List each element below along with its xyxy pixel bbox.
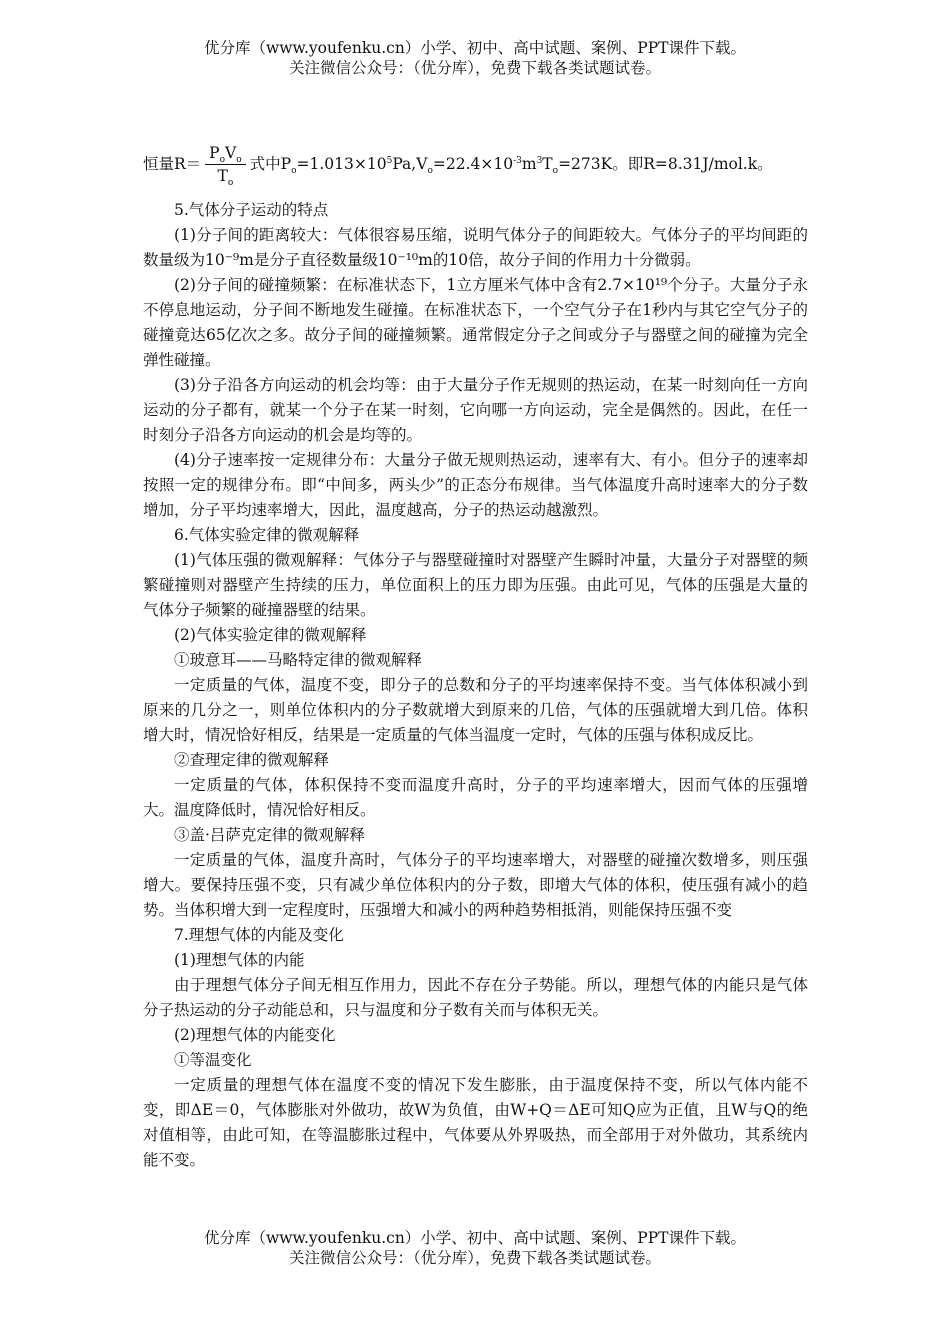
paragraph-isothermal: 一定质量的理想气体在温度不变的情况下发生膨胀，由于温度保持不变，所以气体内能不变，即ΔE＝0，气体膨胀对外做功，故W为负值，由W+Q＝ΔE可知Q应为正值，且W与Q的绝对值相等，由此可知，在等温膨胀过程中，气体要从外界吸热，而全部用于对外做功，其系统内能不变。 xyxy=(143,1076,808,1169)
paragraph-5-4: (4)分子速率按一定规律分布：大量分子做无规则热运动，速率有大、有小。但分子的速率却按照一定的规律分布。即“中间多，两头少”的正态分布规律。当气体温度升高时速率大的分子数增加，分子平均速率增大，因此，温度越高，分子的热运动越激烈。 xyxy=(143,451,808,519)
formula-explanation: 式中$P_o=1.013\times 10^5Pa,V_o=22.4\times 10^{-3}m^3T_o=273K$。即R=8.31J/mol.k。 xyxy=(249,154,773,176)
subheading-boyle: ①玻意耳——马略特定律的微观解释 xyxy=(174,651,423,669)
heading-5: 5.气体分子运动的特点 xyxy=(174,201,329,219)
page-footer xyxy=(0,1228,950,1268)
paragraph-boyle: 一定质量的气体，温度不变，即分子的总数和分子的平均速率保持不变。当气体体积减小到原来的几分之一，则单位体积内的分子数就增大到原来的几倍，气体的压强就增大到几倍。体积增大时，情况恰好相反，结果是一定质量的气体当温度一定时，气体的压强与体积成反比。 xyxy=(143,676,808,744)
heading-7: 7.理想气体的内能及变化 xyxy=(174,926,344,944)
header-line-1: 优分库（www.youfenku.cn）小学、初中、高中试题、案例、PPT课件下载。 xyxy=(203,39,747,57)
subheading-isothermal: ①等温变化 xyxy=(174,1051,252,1069)
footer-line-1: 优分库（www.youfenku.cn）小学、初中、高中试题、案例、PPT课件下载。 xyxy=(203,1229,747,1247)
gas-constant-formula xyxy=(143,136,808,192)
paragraph-5-3: (3)分子沿各方向运动的机会均等：由于大量分子作无规则的热运动，在某一时刻向任一方向运动的分子都有，就某一个分子在某一时刻，它向哪一方向运动，完全是偶然的。因此，在任一时刻分子沿各方向运动的机会是均等的。 xyxy=(143,376,808,444)
header-line-2: 关注微信公众号：（优分库），免费下载各类试题试卷。 xyxy=(288,59,661,77)
document-body xyxy=(143,136,808,1173)
paragraph-7-1: 由于理想气体分子间无相互作用力，因此不存在分子势能。所以，理想气体的内能只是气体分子热运动的分子动能总和，只与温度和分子数有关而与体积无关。 xyxy=(143,976,808,1019)
page-header xyxy=(0,38,950,78)
paragraph-6-1: (1)气体压强的微观解释：气体分子与器壁碰撞时对器壁产生瞬时冲量，大量分子对器壁的频繁碰撞则对器壁产生持续的压力，单位面积上的压力即为压强。由此可见，气体的压强是大量的气体分子频繁的碰撞器壁的结果。 xyxy=(143,551,808,619)
footer-line-2: 关注微信公众号：（优分库），免费下载各类试题试卷。 xyxy=(288,1249,661,1267)
paragraph-charles: 一定质量的气体，体积保持不变而温度升高时，分子的平均速率增大，因而气体的压强增大。温度降低时，情况恰好相反。 xyxy=(143,776,808,819)
subheading-charles: ②查理定律的微观解释 xyxy=(174,751,330,769)
paragraph-5-2: (2)分子间的碰撞频繁：在标准状态下，1立方厘米气体中含有2.7×10¹⁹个分子。大量分子永不停息地运动，分子间不断地发生碰撞。在标准状态下，一个空气分子在1秒内与其它空气分子的碰撞竟达65亿次之多。故分子间的碰撞频繁。通常假定分子之间或分子与器壁之间的碰撞为完全弹性碰撞。 xyxy=(143,276,808,369)
formula-prefix: 恒量R＝ xyxy=(143,154,202,173)
paragraph-gay-lussac: 一定质量的气体，温度升高时，气体分子的平均速率增大，对器壁的碰撞次数增多，则压强增大。要保持压强不变，只有减少单位体积内的分子数，即增大气体的体积，使压强有减小的趋势。当体积增大到一定程度时，压强增大和减小的两种趋势相抵消，则能保持压强不变 xyxy=(143,851,808,919)
formula-fraction xyxy=(205,143,245,188)
heading-6: 6.气体实验定律的微观解释 xyxy=(174,526,360,544)
subheading-7-2: (2)理想气体的内能变化 xyxy=(174,1026,336,1044)
subheading-7-1: (1)理想气体的内能 xyxy=(174,951,305,969)
subheading-6-2: (2)气体实验定律的微观解释 xyxy=(174,626,367,644)
formula-denominator: $T_o$ xyxy=(217,166,234,188)
paragraph-5-1: (1)分子间的距离较大：气体很容易压缩，说明气体分子的间距较大。气体分子的平均间距的数量级为10⁻⁹m是分子直径数量级10⁻¹⁰m的10倍，故分子间的作用力十分微弱。 xyxy=(143,226,808,269)
subheading-gay-lussac: ③盖·吕萨克定律的微观解释 xyxy=(174,826,365,844)
formula-numerator: $P_oV_o$ xyxy=(205,144,245,165)
